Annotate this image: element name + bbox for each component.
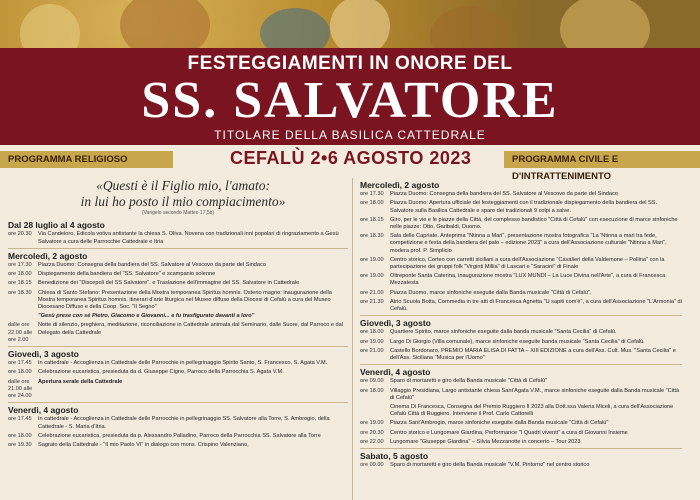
day-heading: Mercoledì, 2 agosto [360,180,440,190]
entry-time: dalle ore 21.00 alle ore 24.00 [8,378,33,400]
entry-time: ore 21.00 [360,347,384,354]
mosaic-header-image [0,0,700,52]
entry-time: ore 20.30 [8,231,32,238]
entry-desc: Villaggio Presidiana, Largo antistante chiesa Sant'Agata V.M., marce sinfoniche eseguite dalla Banda musicale "Città di Cefalù" [390,387,680,401]
entry-time: ore 18.00 [360,200,384,207]
religious-program-tab: PROGRAMMA RELIGIOSO [0,151,173,168]
entry-desc: Apertura serale della Cattedrale [38,378,123,385]
entry-desc: Sparo di mortaretti e giro della Banda musicale "V.M. Pintorno" nel centro storico [390,462,590,469]
entry-desc: Atrio Scuola Botta, Commedia in tre atti di Francesca Agnetta "U sapiti com'è", a cura dell'Associazione "L'Armonia" di Cefalù. [390,298,682,313]
entry-time: ore 20.30 [360,429,384,436]
schedule-entry [360,430,682,437]
entry-desc: Largo Di Giorgio (Villa comunale), marce sinfoniche eseguite banda musicale "Santa Cecilia" di Cefalù. [390,338,645,345]
banner-line1: FESTEGGIAMENTI IN ONORE DEL [187,53,513,74]
entry-desc: Dispiegamento della bandiera del "SS. Salvatore" e scampanio solenne [38,271,216,278]
entry-time: ore 19.30 [8,442,32,449]
entry-desc: Notte di silenzio, preghiera, meditazione, riconciliazione in Cattedrale animata dal Seminario, dalle Suore, dal Parroco e dal Delegato della Cattedrale [38,322,344,336]
schedule-entry [8,322,348,344]
schedule-entry [8,416,348,430]
quote-line-1: «Questi è il Figlio mio, l'amato: [96,178,270,193]
entry-desc: "Gesù prese con sé Pietro, Giacomo e Giovanni... e fu trasfigurato davanti a loro" [38,313,255,320]
entry-desc: Oltreponte Santa Caterina, inaugurazione mostra "LUX MUNDI – La Luce Divina nell'Arte", a cura di Francesca Mezzatesta [390,273,666,287]
religious-program-column [8,178,348,451]
day-heading: Dal 28 luglio al 4 agosto [8,220,105,231]
schedule-entry [360,348,682,362]
entry-desc: Piazza Sant'Ambrogio, marce sinfoniche eseguite dalla Banda musicale "Città di Cefalù" [390,420,609,427]
entry-time: ore 18.15 [8,280,32,287]
entry-desc: Centro storico, Corteo con carretti siciliani a cura dell'Associazione "Cavalieri della Valdemone – Pollina" con la partecipazione dei gruppi folk "Virginti Millia" di Lascari e "Saracini" di Finale [390,256,665,271]
schedule-entry [360,339,682,346]
entry-time: dalle ore 22.00 alle ore 2.00 [8,322,33,343]
entry-desc: Sala delle Capriate. Anteprima "Ntinna a Mari", presentazione mostra fotografica "La 'Ntinna a mari tra fede, competizione e festa della bandiera del palo – edizione 2023" a cura dell'Associazione culturale "Ntinna a Mari", modera prof. P. Simplicio [390,233,667,254]
entry-desc: Cinema Di Francesca, Consegna del Premio Ruggiero II 2023 alla Dott.ssa Valeria Miceli, a cura dell'Associazione Cefalù Città di Ruggiero. Interviene il Prof. Carlo Cattorelli [390,404,674,418]
entry-time: ore 18.00 [8,369,32,376]
entry-time: ore 19.00 [360,256,384,263]
entry-time: ore 18.00 [360,329,384,336]
gospel-quote [18,178,348,210]
entry-desc: Piazza Duomo: Consegna della bandiera del SS. Salvatore al Vescovo da parte del Sindaco [38,262,266,269]
entry-time: ore 18.00 [8,271,32,278]
schedule-entry [8,360,348,367]
entry-time: ore 18.00 [360,387,384,394]
entry-time: ore 19.00 [360,273,384,280]
entry-desc: Centro storico e Lungomare Giardina, Performance "I Quadri viventi" a cura di Giovanni Insieme [390,429,628,436]
entry-desc: Sagrato della Cattedrale - "Il mio Paolo VI" in dialogo con mons. Crispino Valenziano, [38,442,249,449]
schedule-entry [360,404,682,418]
schedule-entry [8,442,348,449]
schedule-entry [360,462,682,469]
entry-time: ore 22.00 [360,438,384,445]
entry-desc: Sparo di mortaretti e giro della Banda musicale "Città di Cefalù" [390,378,547,385]
schedule-entry [360,191,682,198]
entry-time [360,404,390,418]
entry-time [8,313,38,320]
schedule-entry [8,379,348,401]
day-heading: Giovedì, 3 agosto [8,349,79,360]
entry-desc: Celebrazione eucaristica, presieduta da d. Giuseppe Cigno, Parroco della Parrocchia S. Agata V.M. [38,369,284,376]
day-heading: Venerdì, 4 agosto [360,367,431,378]
entry-desc: Benedizione dei "Discepoli del SS Salvatore". e Traslazione dell'immagine del SS. Salvatore in Cattedrale [38,280,300,287]
title-banner [0,48,700,145]
schedule-entry [8,290,348,312]
schedule-entry [360,217,682,231]
banner-subtitle: TITOLARE DELLA BASILICA CATTEDRALE [214,128,486,142]
entry-desc: Lungomare "Giuseppe Giardina" – Silvia Mezzanotte in concerto – Tour 2023 [390,438,581,445]
schedule-entry [360,290,682,297]
entry-time: ore 17.30 [8,262,32,269]
entry-desc: Via Candeloro, Edicola votiva antistante la chiesa S. Oliva. Novena con tradizionali inni popolari di ringraziamento a Gesù Salvatore a cura delle Parrocchie Cattedrale e Itria [38,231,339,245]
entry-time: ore 21.00 [360,289,384,296]
divider [8,248,348,249]
schedule-entry [8,313,348,320]
entry-desc: Piazza Duomo: Consegna della bandiera del SS. Salvatore al Vescovo da parte del Sindaco [390,191,618,198]
schedule-entry [8,231,348,245]
schedule-entry [360,200,682,214]
schedule-entry [8,433,348,440]
entry-desc: Celebrazione eucaristica, presieduta da p. Alessandro Palladino, Parroco della Parrocchia SS. Salvatore alla Torre [38,432,321,439]
entry-time: ore 21.30 [360,298,384,305]
divider [8,402,348,403]
schedule-entry [360,299,682,313]
schedule-entry [360,420,682,427]
schedule-entry [360,329,682,336]
entry-desc: Piazza Duomo: Apertura ufficiale dei festeggiamenti con il tradizionale dispiegamento della bandiera del SS. Salvatore sulla Basilica Cattedrale e sparo dei tradizionali 9 colpi a salve. [390,200,658,214]
entry-desc: Piazza Duomo, marce sinfoniche eseguite dalla Banda musicale "Città di Cefalù". [390,289,592,296]
schedule-entry [360,439,682,446]
program-header-row [0,148,700,182]
schedule-entry [360,273,682,287]
event-date: CEFALÙ 2•6 AGOSTO 2023 [230,148,472,168]
entry-desc: Castello Bordonaro, PREMIO MARIA ELISA DI FATTA – XIII EDIZIONE a cura dell'Ass. Cult. Mus. "Santa Cecilia" e dell'Ass. Siciliana "Musica per l'Uomo" [390,347,676,362]
entry-time: ore 19.00 [360,338,384,345]
entry-time: ore 18.00 [8,432,32,439]
entry-time: ore 18.30 [360,233,384,240]
schedule-entry [360,388,682,402]
entry-time: ore 19.00 [360,420,384,427]
schedule-entry [360,378,682,385]
divider [8,346,348,347]
day-heading: Sabato, 5 agosto [360,451,429,462]
entry-desc: In cattedrale - Accoglienza in Cattedrale delle Parrocchie in pellegrinaggio Spirito Santo, S. Francesco, S. Agata V.M. [38,360,328,367]
entry-time: ore 17.30 [360,191,384,198]
schedule-entry [8,369,348,376]
entry-desc: In cattedrale - Accoglienza in Cattedrale delle Parrocchie in pellegrinaggio SS. Salvatore alla Torre, S. Ambrogio, della Cattedrale - S. Maria d'Itria. [38,416,330,430]
schedule-entry [360,233,682,255]
entry-time: ore 09.00 [360,462,384,469]
entry-time: ore 09.00 [360,378,384,385]
entry-time: ore 17.45 [8,360,32,367]
schedule-entry [8,280,348,287]
schedule-entry [360,257,682,271]
civil-program-column [360,178,682,472]
entry-time: ore 18.15 [360,216,384,223]
divider [360,364,682,365]
civil-program-tab: PROGRAMMA CIVILE E D'INTRATTENIMENTO [504,151,700,168]
day-heading: Venerdì, 4 agosto [8,405,79,416]
entry-desc: Chiesa di Santo Stefano: Presentazione della Mostra temporanea Spiritus homnis. Osterio magno: inaugurazione della Mostra temporanea Spiritus homnis. itinerari d'arte liturgica nel Museo diffuso della Diocesi di Cefalù a cura del Museo Diocesano Diffuso e della Coop. Soc. "Il Segno" [38,289,332,311]
entry-time: ore 18.30 [8,289,32,296]
entry-desc: Quartiere Spirito, marce sinfoniche eseguite dalla banda musicale "Santa Cecilia" di Cefalù. [390,329,617,336]
entry-desc: Giro, per le vie e le piazze della Città, del complesso bandistico "Città di Cefalù" con esecuzione di marce sinfoniche nelle piazze: Otto, Garibaldi, Duomo. [390,216,678,231]
quote-source: (Vangelo secondo Matteo 17,5b) [141,210,215,216]
entry-time: ore 17.45 [8,416,32,423]
schedule-entry [8,262,348,269]
schedule-entry [8,271,348,278]
day-heading: Mercoledì, 2 agosto [8,250,88,261]
divider [360,448,682,449]
divider [360,315,682,316]
day-heading: Giovedì, 3 agosto [360,318,431,329]
column-divider [352,178,353,500]
quote-line-2: in lui ho posto il mio compiacimento» [80,194,286,209]
banner-title: SS. SALVATORE [141,72,559,129]
